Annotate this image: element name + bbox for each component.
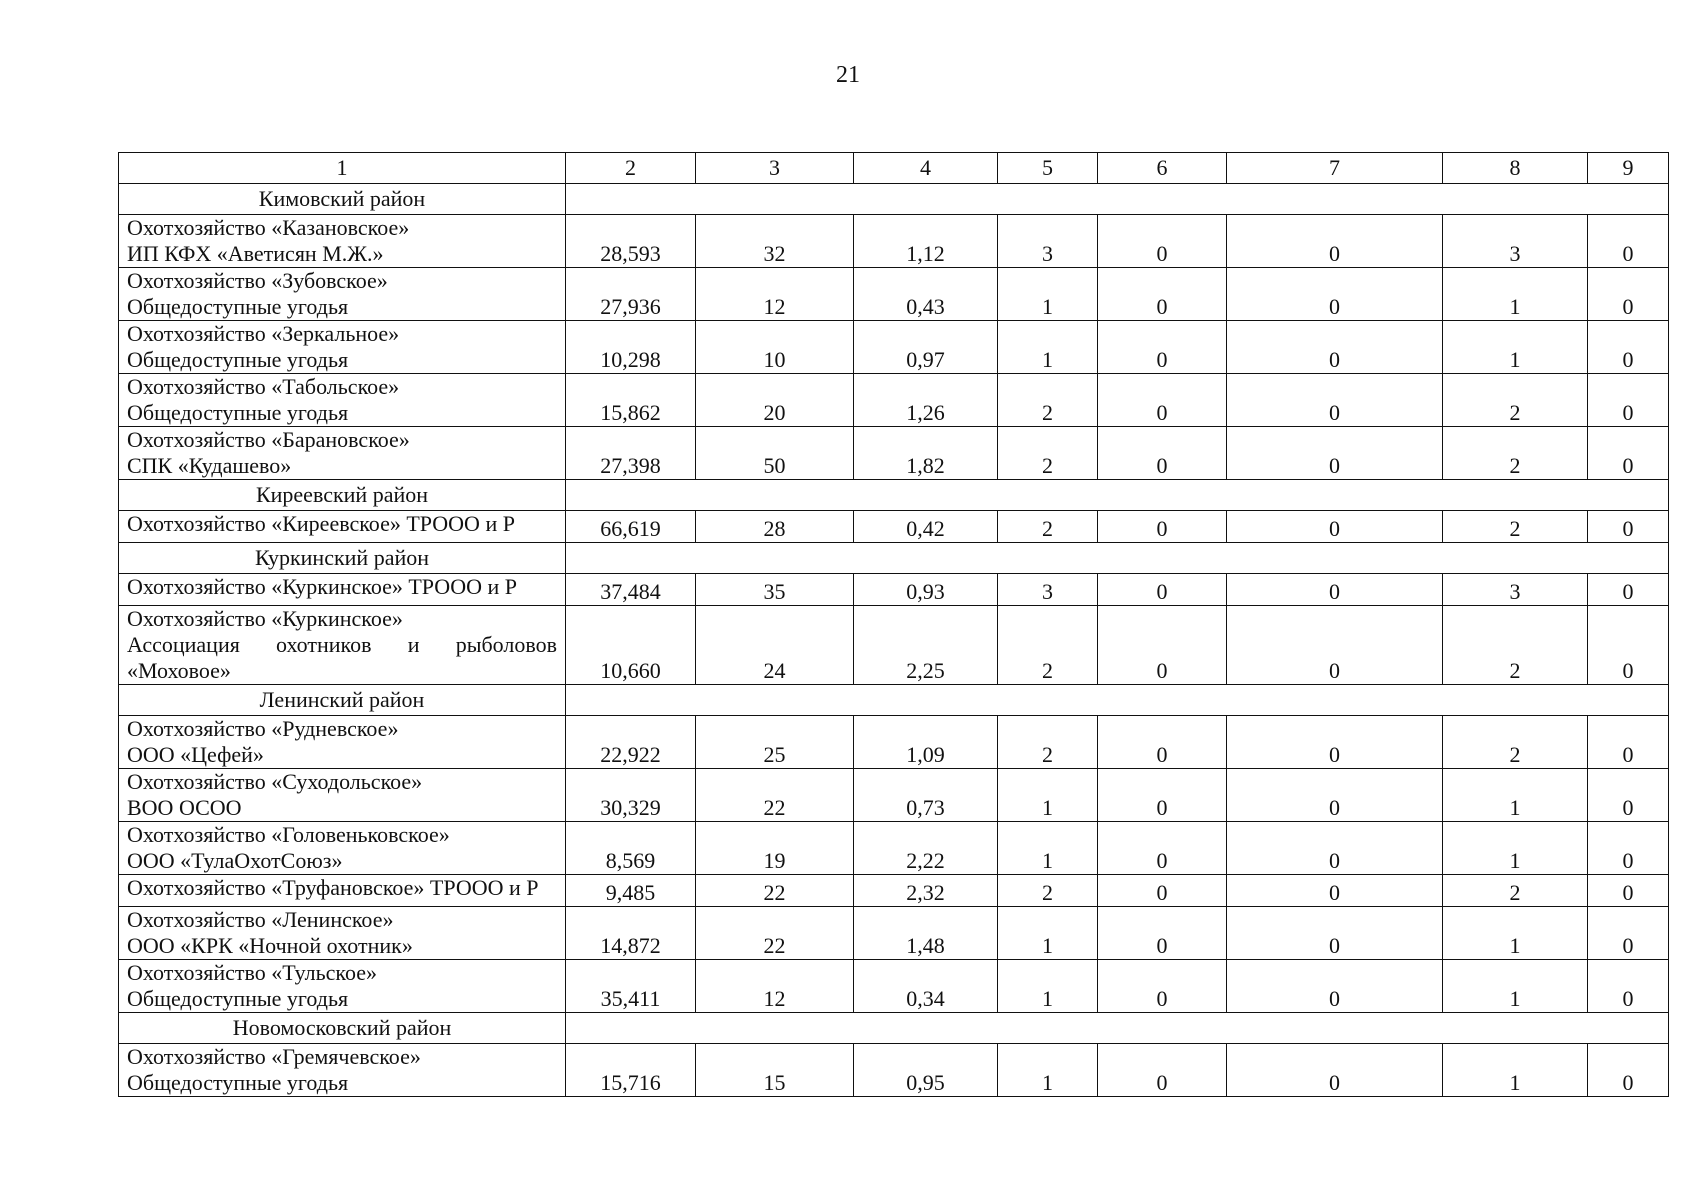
name-line: Охотхозяйство «Казановское» — [127, 215, 410, 240]
name-line: Охотхозяйство «Зубовское» — [127, 268, 388, 293]
hunting-ground-name — [119, 574, 566, 606]
table-body — [119, 153, 1669, 1097]
value-cell-col-4: 1,26 — [854, 374, 998, 427]
table-row — [119, 907, 1669, 960]
hunting-ground-name — [119, 511, 566, 543]
value-cell-col-4: 0,95 — [854, 1044, 998, 1097]
value-cell-col-3: 24 — [696, 606, 854, 685]
hunting-ground-name — [119, 907, 566, 960]
value-cell-col-3: 12 — [696, 268, 854, 321]
value-cell-col-2: 66,619 — [566, 511, 696, 543]
value-cell-col-9: 0 — [1588, 268, 1669, 321]
name-line: Охотхозяйство «Куркинское» — [127, 606, 403, 631]
value-cell-col-3: 32 — [696, 215, 854, 268]
table-row — [119, 1044, 1669, 1097]
name-line: ООО «ТулаОхотСоюз» — [127, 848, 343, 873]
value-cell-col-9: 0 — [1588, 769, 1669, 822]
value-cell-col-6: 0 — [1098, 960, 1227, 1013]
value-cell-col-7: 0 — [1227, 822, 1443, 875]
hunting-ground-name — [119, 1044, 566, 1097]
value-cell-col-4: 2,25 — [854, 606, 998, 685]
value-cell-col-4: 1,82 — [854, 427, 998, 480]
value-cell-col-7: 0 — [1227, 268, 1443, 321]
hunting-grounds-table — [118, 152, 1669, 1097]
value-cell-col-2: 27,936 — [566, 268, 696, 321]
value-cell-col-8: 1 — [1443, 822, 1588, 875]
name-line: ООО «Цефей» — [127, 742, 264, 767]
district-row — [119, 685, 1669, 716]
value-cell-col-8: 1 — [1443, 321, 1588, 374]
name-line: СПК «Кудашево» — [127, 453, 292, 478]
value-cell-col-5: 2 — [998, 511, 1098, 543]
value-cell-col-9: 0 — [1588, 875, 1669, 907]
value-cell-col-5: 3 — [998, 574, 1098, 606]
value-cell-col-2: 30,329 — [566, 769, 696, 822]
column-header: 5 — [998, 153, 1098, 184]
name-line: Общедоступные угодья — [127, 986, 349, 1011]
value-cell-col-5: 1 — [998, 321, 1098, 374]
value-cell-col-7: 0 — [1227, 321, 1443, 374]
table-row — [119, 960, 1669, 1013]
value-cell-col-9: 0 — [1588, 822, 1669, 875]
column-header: 3 — [696, 153, 854, 184]
value-cell-col-7: 0 — [1227, 960, 1443, 1013]
value-cell-col-9: 0 — [1588, 321, 1669, 374]
value-cell-col-8: 3 — [1443, 574, 1588, 606]
value-cell-col-4: 1,48 — [854, 907, 998, 960]
value-cell-col-8: 1 — [1443, 268, 1588, 321]
value-cell-col-2: 37,484 — [566, 574, 696, 606]
hunting-ground-name — [119, 268, 566, 321]
page-number: 21 — [836, 62, 860, 88]
table-row — [119, 427, 1669, 480]
value-cell-col-2: 9,485 — [566, 875, 696, 907]
name-line: Ассоциация охотников и рыболовов — [127, 632, 557, 657]
value-cell-col-6: 0 — [1098, 374, 1227, 427]
value-cell-col-8: 2 — [1443, 374, 1588, 427]
district-name: Новомосковский район — [119, 1013, 566, 1044]
value-cell-col-5: 2 — [998, 374, 1098, 427]
value-cell-col-4: 2,32 — [854, 875, 998, 907]
value-cell-col-6: 0 — [1098, 606, 1227, 685]
value-cell-col-8: 2 — [1443, 427, 1588, 480]
hunting-ground-name — [119, 215, 566, 268]
table-row — [119, 374, 1669, 427]
value-cell-col-2: 10,298 — [566, 321, 696, 374]
column-header-row — [119, 153, 1669, 184]
table-row — [119, 716, 1669, 769]
column-header: 4 — [854, 153, 998, 184]
value-cell-col-5: 3 — [998, 215, 1098, 268]
name-line: Общедоступные угодья — [127, 1070, 349, 1095]
district-spacer — [566, 1013, 1669, 1044]
name-line: Охотхозяйство «Труфановское» ТРООО и Р — [127, 875, 539, 900]
value-cell-col-7: 0 — [1227, 215, 1443, 268]
table-row — [119, 875, 1669, 907]
column-header: 7 — [1227, 153, 1443, 184]
column-header: 2 — [566, 153, 696, 184]
value-cell-col-3: 22 — [696, 875, 854, 907]
district-spacer — [566, 543, 1669, 574]
column-header: 6 — [1098, 153, 1227, 184]
value-cell-col-3: 25 — [696, 716, 854, 769]
column-header: 1 — [119, 153, 566, 184]
hunting-ground-name — [119, 769, 566, 822]
value-cell-col-5: 1 — [998, 769, 1098, 822]
value-cell-col-3: 12 — [696, 960, 854, 1013]
value-cell-col-4: 0,93 — [854, 574, 998, 606]
table-row — [119, 606, 1669, 685]
name-line: Охотхозяйство «Куркинское» ТРООО и Р — [127, 574, 517, 599]
value-cell-col-5: 1 — [998, 960, 1098, 1013]
table-row — [119, 268, 1669, 321]
value-cell-col-4: 0,43 — [854, 268, 998, 321]
hunting-ground-name — [119, 822, 566, 875]
district-row — [119, 1013, 1669, 1044]
name-line: Охотхозяйство «Рудневское» — [127, 716, 399, 741]
name-line: Охотхозяйство «Киреевское» ТРООО и Р — [127, 511, 515, 536]
value-cell-col-9: 0 — [1588, 215, 1669, 268]
value-cell-col-9: 0 — [1588, 907, 1669, 960]
name-line: Охотхозяйство «Тульское» — [127, 960, 377, 985]
table-row — [119, 769, 1669, 822]
value-cell-col-3: 35 — [696, 574, 854, 606]
value-cell-col-7: 0 — [1227, 907, 1443, 960]
value-cell-col-6: 0 — [1098, 716, 1227, 769]
value-cell-col-7: 0 — [1227, 511, 1443, 543]
value-cell-col-6: 0 — [1098, 511, 1227, 543]
value-cell-col-2: 35,411 — [566, 960, 696, 1013]
value-cell-col-8: 2 — [1443, 716, 1588, 769]
value-cell-col-6: 0 — [1098, 875, 1227, 907]
value-cell-col-4: 1,12 — [854, 215, 998, 268]
value-cell-col-5: 1 — [998, 268, 1098, 321]
value-cell-col-8: 1 — [1443, 907, 1588, 960]
value-cell-col-9: 0 — [1588, 511, 1669, 543]
hunting-ground-name — [119, 716, 566, 769]
value-cell-col-9: 0 — [1588, 374, 1669, 427]
name-line: Общедоступные угодья — [127, 294, 349, 319]
value-cell-col-7: 0 — [1227, 427, 1443, 480]
district-name: Кимовский район — [119, 184, 566, 215]
district-name: Ленинский район — [119, 685, 566, 716]
value-cell-col-7: 0 — [1227, 374, 1443, 427]
name-line: ВОО ОСОО — [127, 795, 242, 820]
value-cell-col-2: 27,398 — [566, 427, 696, 480]
value-cell-col-9: 0 — [1588, 960, 1669, 1013]
value-cell-col-7: 0 — [1227, 606, 1443, 685]
value-cell-col-2: 22,922 — [566, 716, 696, 769]
value-cell-col-6: 0 — [1098, 321, 1227, 374]
value-cell-col-9: 0 — [1588, 427, 1669, 480]
name-line: Охотхозяйство «Зеркальное» — [127, 321, 400, 346]
value-cell-col-2: 8,569 — [566, 822, 696, 875]
value-cell-col-7: 0 — [1227, 769, 1443, 822]
value-cell-col-8: 2 — [1443, 875, 1588, 907]
hunting-ground-name — [119, 427, 566, 480]
district-spacer — [566, 480, 1669, 511]
name-line: Общедоступные угодья — [127, 347, 349, 372]
name-line: Охотхозяйство «Гремячевское» — [127, 1044, 421, 1069]
name-line: Охотхозяйство «Барановское» — [127, 427, 410, 452]
table-row — [119, 822, 1669, 875]
hunting-ground-name — [119, 606, 566, 685]
value-cell-col-5: 1 — [998, 822, 1098, 875]
district-name: Куркинский район — [119, 543, 566, 574]
district-name: Киреевский район — [119, 480, 566, 511]
value-cell-col-6: 0 — [1098, 907, 1227, 960]
value-cell-col-4: 0,97 — [854, 321, 998, 374]
table-row — [119, 511, 1669, 543]
name-line: Общедоступные угодья — [127, 400, 349, 425]
value-cell-col-5: 2 — [998, 606, 1098, 685]
value-cell-col-3: 15 — [696, 1044, 854, 1097]
column-header: 9 — [1588, 153, 1669, 184]
value-cell-col-6: 0 — [1098, 769, 1227, 822]
district-spacer — [566, 685, 1669, 716]
value-cell-col-6: 0 — [1098, 268, 1227, 321]
value-cell-col-4: 1,09 — [854, 716, 998, 769]
value-cell-col-9: 0 — [1588, 716, 1669, 769]
value-cell-col-4: 0,34 — [854, 960, 998, 1013]
value-cell-col-3: 50 — [696, 427, 854, 480]
district-row — [119, 543, 1669, 574]
table-row — [119, 215, 1669, 268]
name-line: Охотхозяйство «Ленинское» — [127, 907, 394, 932]
value-cell-col-8: 3 — [1443, 215, 1588, 268]
value-cell-col-7: 0 — [1227, 875, 1443, 907]
value-cell-col-5: 1 — [998, 907, 1098, 960]
value-cell-col-8: 2 — [1443, 606, 1588, 685]
name-line: «Моховое» — [127, 658, 231, 683]
table-row — [119, 574, 1669, 606]
value-cell-col-3: 22 — [696, 769, 854, 822]
hunting-ground-name — [119, 960, 566, 1013]
value-cell-col-8: 1 — [1443, 960, 1588, 1013]
value-cell-col-6: 0 — [1098, 427, 1227, 480]
value-cell-col-6: 0 — [1098, 1044, 1227, 1097]
value-cell-col-2: 15,862 — [566, 374, 696, 427]
value-cell-col-4: 0,73 — [854, 769, 998, 822]
name-line: Охотхозяйство «Табольское» — [127, 374, 400, 399]
value-cell-col-3: 19 — [696, 822, 854, 875]
value-cell-col-9: 0 — [1588, 606, 1669, 685]
name-line: ООО «КРК «Ночной охотник» — [127, 933, 413, 958]
value-cell-col-2: 28,593 — [566, 215, 696, 268]
value-cell-col-9: 0 — [1588, 574, 1669, 606]
column-header: 8 — [1443, 153, 1588, 184]
value-cell-col-3: 22 — [696, 907, 854, 960]
value-cell-col-6: 0 — [1098, 574, 1227, 606]
name-line: Охотхозяйство «Головеньковское» — [127, 822, 450, 847]
value-cell-col-5: 1 — [998, 1044, 1098, 1097]
value-cell-col-6: 0 — [1098, 822, 1227, 875]
district-spacer — [566, 184, 1669, 215]
hunting-ground-name — [119, 875, 566, 907]
hunting-ground-name — [119, 374, 566, 427]
value-cell-col-3: 28 — [696, 511, 854, 543]
table-row — [119, 321, 1669, 374]
value-cell-col-9: 0 — [1588, 1044, 1669, 1097]
value-cell-col-3: 20 — [696, 374, 854, 427]
name-line: Охотхозяйство «Суходольское» — [127, 769, 423, 794]
value-cell-col-5: 2 — [998, 716, 1098, 769]
value-cell-col-2: 14,872 — [566, 907, 696, 960]
hunting-ground-name — [119, 321, 566, 374]
name-line: ИП КФХ «Аветисян М.Ж.» — [127, 241, 384, 266]
value-cell-col-4: 2,22 — [854, 822, 998, 875]
district-row — [119, 184, 1669, 215]
value-cell-col-7: 0 — [1227, 1044, 1443, 1097]
value-cell-col-3: 10 — [696, 321, 854, 374]
value-cell-col-5: 2 — [998, 875, 1098, 907]
value-cell-col-4: 0,42 — [854, 511, 998, 543]
value-cell-col-2: 10,660 — [566, 606, 696, 685]
value-cell-col-6: 0 — [1098, 215, 1227, 268]
value-cell-col-8: 2 — [1443, 511, 1588, 543]
value-cell-col-8: 1 — [1443, 769, 1588, 822]
value-cell-col-2: 15,716 — [566, 1044, 696, 1097]
value-cell-col-8: 1 — [1443, 1044, 1588, 1097]
value-cell-col-7: 0 — [1227, 574, 1443, 606]
value-cell-col-7: 0 — [1227, 716, 1443, 769]
value-cell-col-5: 2 — [998, 427, 1098, 480]
district-row — [119, 480, 1669, 511]
